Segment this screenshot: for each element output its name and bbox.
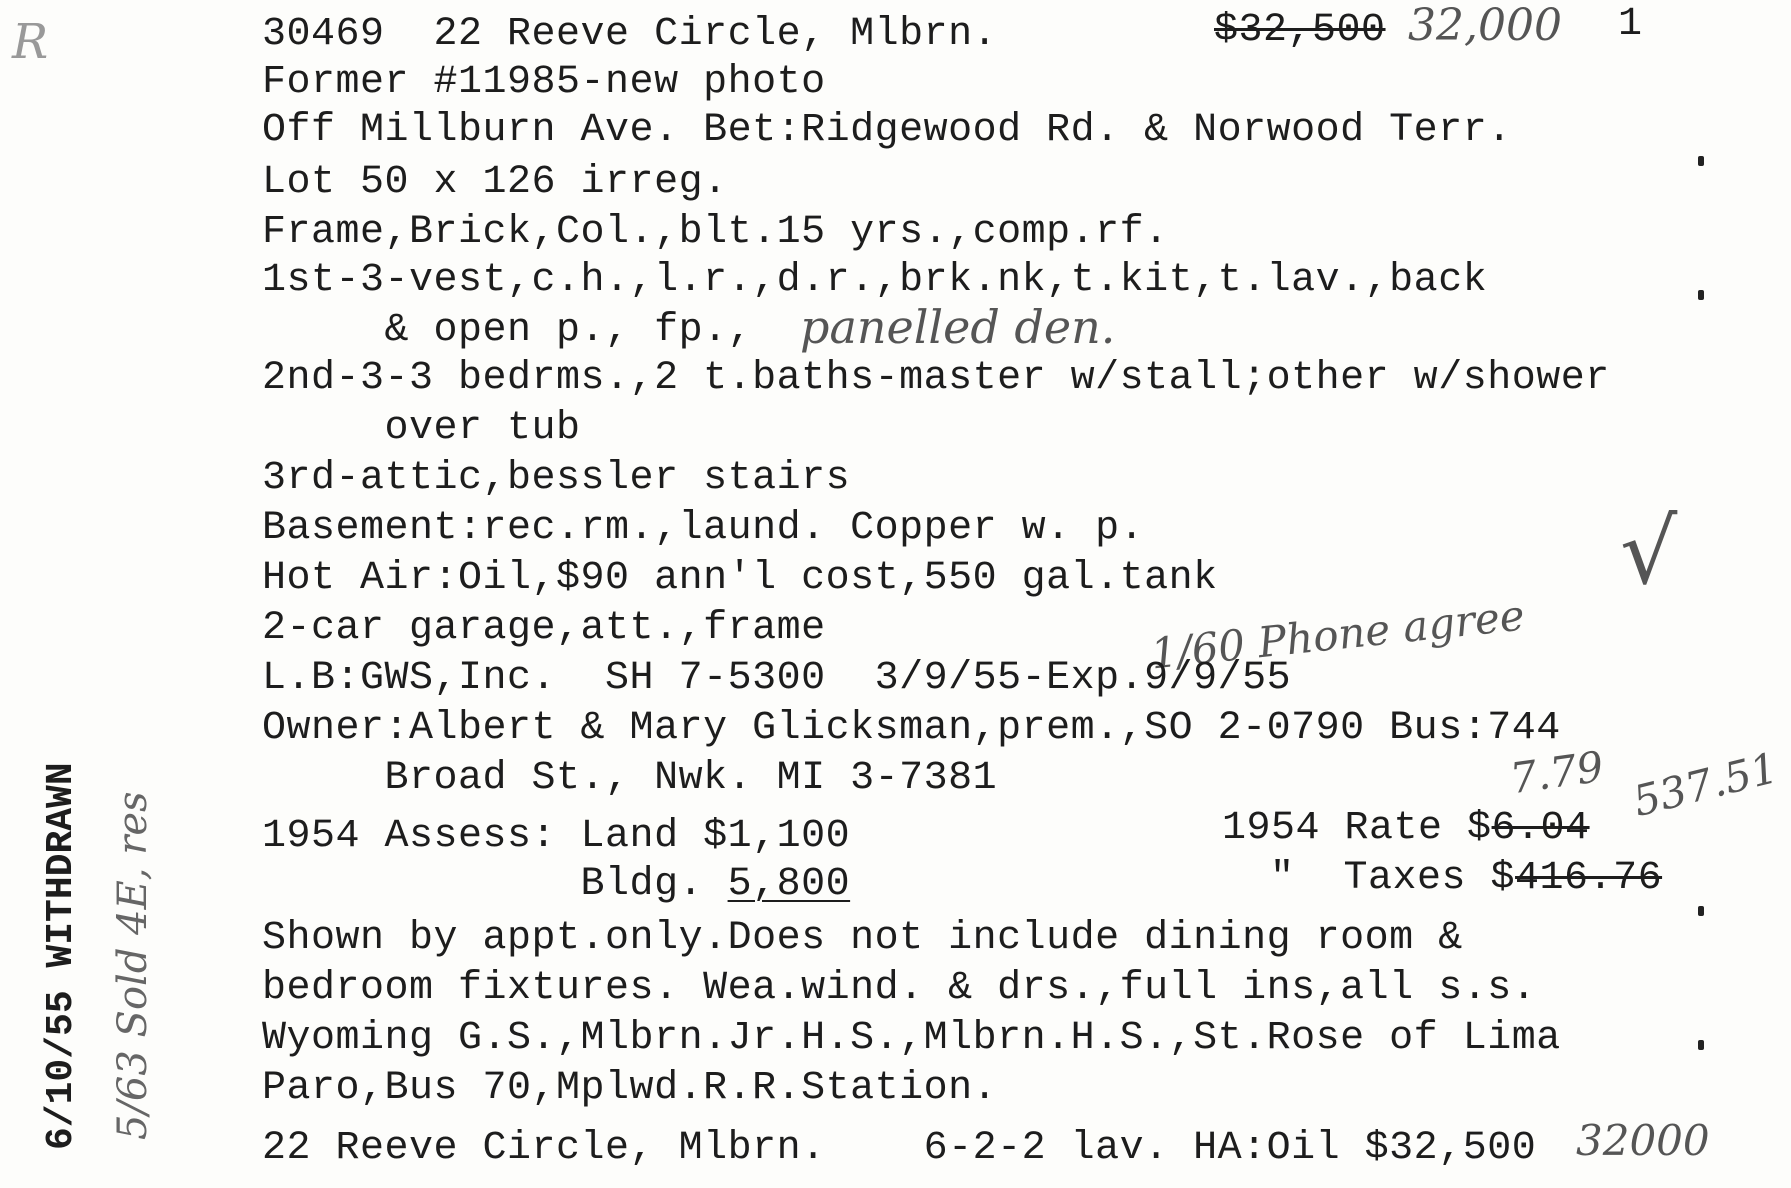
- owner-cont-line: Broad St., Nwk. MI 3-7381: [262, 756, 998, 801]
- new-price-bottom-handwritten: 32000: [1576, 1116, 1710, 1165]
- handwritten-mark: R: [12, 14, 49, 70]
- margin-dot: [1698, 1040, 1704, 1050]
- garage-line: 2-car garage,att.,frame: [262, 606, 826, 651]
- owner-line: Owner:Albert & Mary Glicksman,prem.,SO 2-0790 Bus:744: [262, 706, 1561, 751]
- new-rate-handwritten: 7.79: [1507, 741, 1607, 804]
- bldg-value: 5,800: [727, 862, 851, 907]
- taxes-line: [1270, 856, 1662, 901]
- remarks-line-1: Shown by appt.only.Does not include dining room &: [262, 916, 1463, 961]
- struck-price: [1214, 8, 1386, 53]
- lot-line: Lot 50 x 126 irreg.: [262, 160, 728, 205]
- check-mark: √: [1620, 500, 1678, 605]
- taxes-label: " Taxes $: [1270, 856, 1516, 901]
- schools-line: Wyoming G.S.,Mlbrn.Jr.H.S.,Mlbrn.H.S.,St.Rose of Lima: [262, 1016, 1561, 1061]
- new-taxes-handwritten: 537.51: [1628, 742, 1783, 827]
- sold-note-handwritten: 5/63 Sold 4E, res: [110, 791, 156, 1140]
- header-line: 30469 22 Reeve Circle, Mlbrn.: [262, 12, 998, 57]
- heating-line: Hot Air:Oil,$90 ann'l cost,550 gal.tank: [262, 556, 1218, 601]
- listing-broker-line: L.B:GWS,Inc. SH 7-5300 3/9/55-Exp.9/9/55: [262, 656, 1292, 701]
- basement-line: Basement:rec.rm.,laund. Copper w. p.: [262, 506, 1145, 551]
- page-number: 1: [1618, 2, 1643, 47]
- second-floor-cont-line: over tub: [262, 406, 581, 451]
- assessment-bldg-line: [262, 862, 850, 907]
- third-floor-line: 3rd-attic,bessler stairs: [262, 456, 851, 501]
- second-floor-line: 2nd-3-3 bedrms.,2 t.baths-master w/stall;other w/shower: [262, 356, 1610, 401]
- rate-line: [1222, 806, 1590, 851]
- first-floor-cont-line: & open p., fp.,: [262, 308, 753, 353]
- rate-struck: 6.04: [1491, 806, 1590, 851]
- rate-label: 1954 Rate $: [1222, 806, 1492, 851]
- remarks-line-2: bedroom fixtures. Wea.wind. & drs.,full ins,all s.s.: [262, 966, 1537, 1011]
- first-floor-line: 1st-3-vest,c.h.,l.r.,d.r.,brk.nk,t.kit,t.lav.,back: [262, 258, 1488, 303]
- summary-line: 22 Reeve Circle, Mlbrn. 6-2-2 lav. HA:Oil $32,500: [262, 1126, 1537, 1171]
- margin-dot: [1698, 906, 1704, 916]
- struck-price-text: $32,500: [1214, 8, 1386, 53]
- transport-line: Paro,Bus 70,Mplwd.R.R.Station.: [262, 1066, 998, 1111]
- margin-dot: [1698, 156, 1704, 166]
- taxes-struck: 416.76: [1515, 856, 1663, 901]
- former-line: Former #11985-new photo: [262, 60, 826, 105]
- commission-note: 1/60 Phone agree: [1148, 590, 1527, 679]
- assessment-land-line: 1954 Assess: Land $1,100: [262, 814, 851, 859]
- paneled-den-note: panelled den.: [800, 300, 1116, 354]
- location-line: Off Millburn Ave. Bet:Ridgewood Rd. & Norwood Terr.: [262, 108, 1512, 153]
- withdrawn-stamp: 6/10/55 WITHDRAWN: [40, 762, 83, 1150]
- bldg-label: Bldg.: [262, 862, 728, 907]
- construction-line: Frame,Brick,Col.,blt.15 yrs.,comp.rf.: [262, 210, 1169, 255]
- margin-dot: [1698, 290, 1704, 300]
- new-price-handwritten: 32,000: [1408, 0, 1562, 51]
